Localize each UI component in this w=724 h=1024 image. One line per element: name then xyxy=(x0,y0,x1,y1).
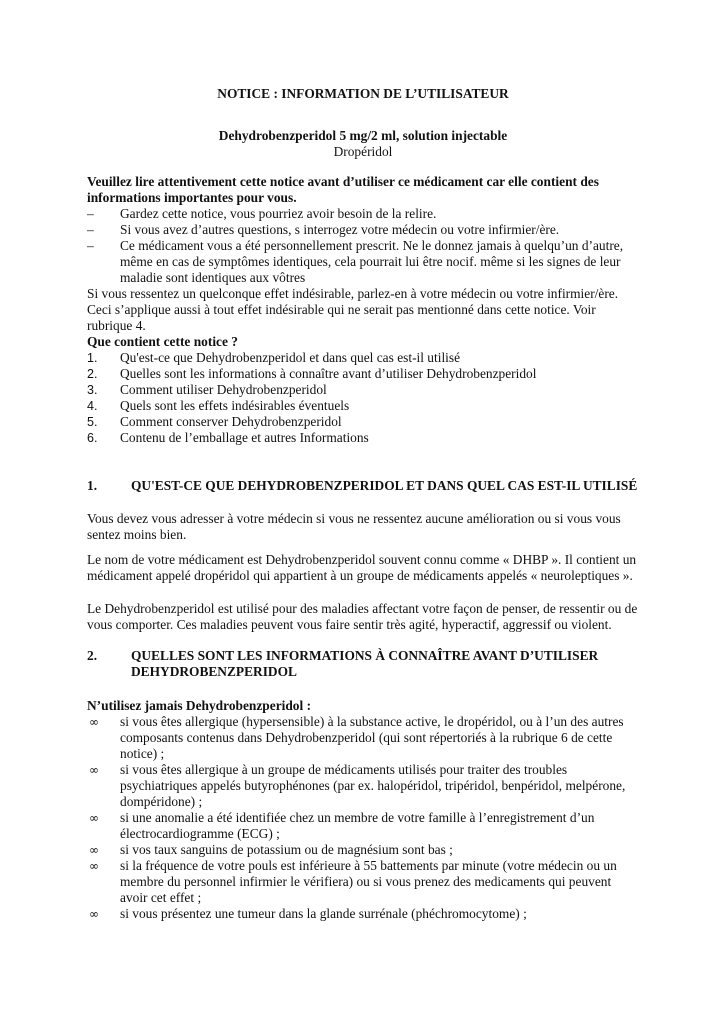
infinity-bullet: ∞ xyxy=(89,811,99,825)
side-effects-notice: Si vous ressentez un quelconque effet indésirable, parlez-en à votre médecin ou votre infirmier/ère. Ceci s’applique aussi à tout effet indésirable qui ne serait pas mentionné dans cette notice. Voir rubrique 4. xyxy=(87,286,619,333)
section-2-heading: 2. QUELLES SONT LES INFORMATIONS À CONNAÎTRE AVANT D’UTILISER DEHYDROBENZPERIDOL xyxy=(87,648,599,679)
list-item: 5. Comment conserver Dehydrobenzperidol xyxy=(87,414,342,429)
section-1-paragraph: Vous devez vous adresser à votre médecin si vous ne ressentez aucune amélioration ou si vous vous sentez moins bien. xyxy=(87,511,621,542)
product-name: Dehydrobenzperidol 5 mg/2 ml, solution injectable xyxy=(218,128,508,143)
section-1-heading: 1. QU'EST-CE QUE DEHYDROBENZPERIDOL ET DANS QUEL CAS EST-IL UTILISÉ xyxy=(87,478,638,493)
list-item: ∞ si une anomalie a été identifiée chez un membre de votre famille à l’enregistrement d’un électrocardiogramme (ECG) ; xyxy=(89,810,595,841)
list-item: 3. Comment utiliser Dehydrobenzperidol xyxy=(87,382,327,397)
leaflet-page xyxy=(87,86,639,922)
contraindications-list xyxy=(87,714,639,922)
list-item: ∞ si vous êtes allergique à un groupe de médicaments utilisés pour traiter des troubles psychiatriques appelés butyrophénones (par ex. halopéridol, tripéridol, benpéridol, melpérone, dompéridone) ; xyxy=(89,762,626,809)
list-item: 1. Qu'est-ce que Dehydrobenzperidol et dans quel cas est-il utilisé xyxy=(87,350,461,365)
list-item: ∞ si vous présentez une tumeur dans la glande surrénale (phéchromocytome) ; xyxy=(89,906,527,921)
dash-marker: – xyxy=(87,222,94,237)
substance-name: Dropéridol xyxy=(333,144,393,159)
infinity-bullet: ∞ xyxy=(89,843,99,857)
section-1-paragraph: Le Dehydrobenzperidol est utilisé pour des maladies affectant votre façon de penser, de ressentir ou de vous comporter. Ces maladies peuvent vous faire sentir très agité, hyperactif, aggressif ou violent. xyxy=(87,601,638,632)
list-item: – Gardez cette notice, vous pourriez avoir besoin de la relire. xyxy=(87,206,437,221)
infinity-bullet: ∞ xyxy=(89,859,99,873)
read-warning: Veuillez lire attentivement cette notice avant d’utiliser ce médicament car elle contient des informations importantes pour vous. xyxy=(87,174,599,205)
list-item: ∞ si vous êtes allergique (hypersensible) à la substance active, le dropéridol, ou à l’un des autres composants contenus dans Dehydrobenzperidol (qui sont répertoriés à la rubrique 6 de cette notice) ; xyxy=(89,714,624,761)
list-item: – Ce médicament vous a été personnellement prescrit. Ne le donnez jamais à quelqu’un d’autre, même en cas de symptômes identiques, cela pourrait lui être nocif. même si les signes de leur maladie sont identiques aux vôtres xyxy=(87,238,624,285)
infinity-bullet: ∞ xyxy=(89,763,99,777)
list-item: ∞ si vos taux sanguins de potassium ou de magnésium sont bas ; xyxy=(89,842,453,857)
list-item: 2. Quelles sont les informations à connaître avant d’utiliser Dehydrobenzperidol xyxy=(87,366,537,381)
contraindications-heading: N’utilisez jamais Dehydrobenzperidol : xyxy=(87,698,312,713)
dash-marker: – xyxy=(87,206,94,221)
infinity-bullet: ∞ xyxy=(89,907,99,921)
document-title: NOTICE : INFORMATION DE L’UTILISATEUR xyxy=(217,86,509,101)
section-1-paragraph: Le nom de votre médicament est Dehydrobenzperidol souvent connu comme « DHBP ». Il contient un médicament appelé dropéridol qui appartient à un groupe de médicaments appelés « neuroleptiques ». xyxy=(87,552,637,583)
contents-heading: Que contient cette notice ? xyxy=(87,334,238,349)
list-item: 6. Contenu de l’emballage et autres Informations xyxy=(87,430,369,445)
list-item: ∞ si la fréquence de votre pouls est inférieure à 55 battements par minute (votre médecin ou un membre du personnel infirmier le vérifiera) ou si vous prenez des medicaments qui peuvent avoir cet effet ; xyxy=(89,858,617,905)
advice-list xyxy=(87,206,639,286)
list-item: 4. Quels sont les effets indésirables éventuels xyxy=(87,398,350,413)
dash-marker: – xyxy=(87,238,94,253)
infinity-bullet: ∞ xyxy=(89,715,99,729)
contents-list xyxy=(87,350,639,446)
list-item: – Si vous avez d’autres questions, s interrogez votre médecin ou votre infirmier/ère. xyxy=(87,222,560,237)
